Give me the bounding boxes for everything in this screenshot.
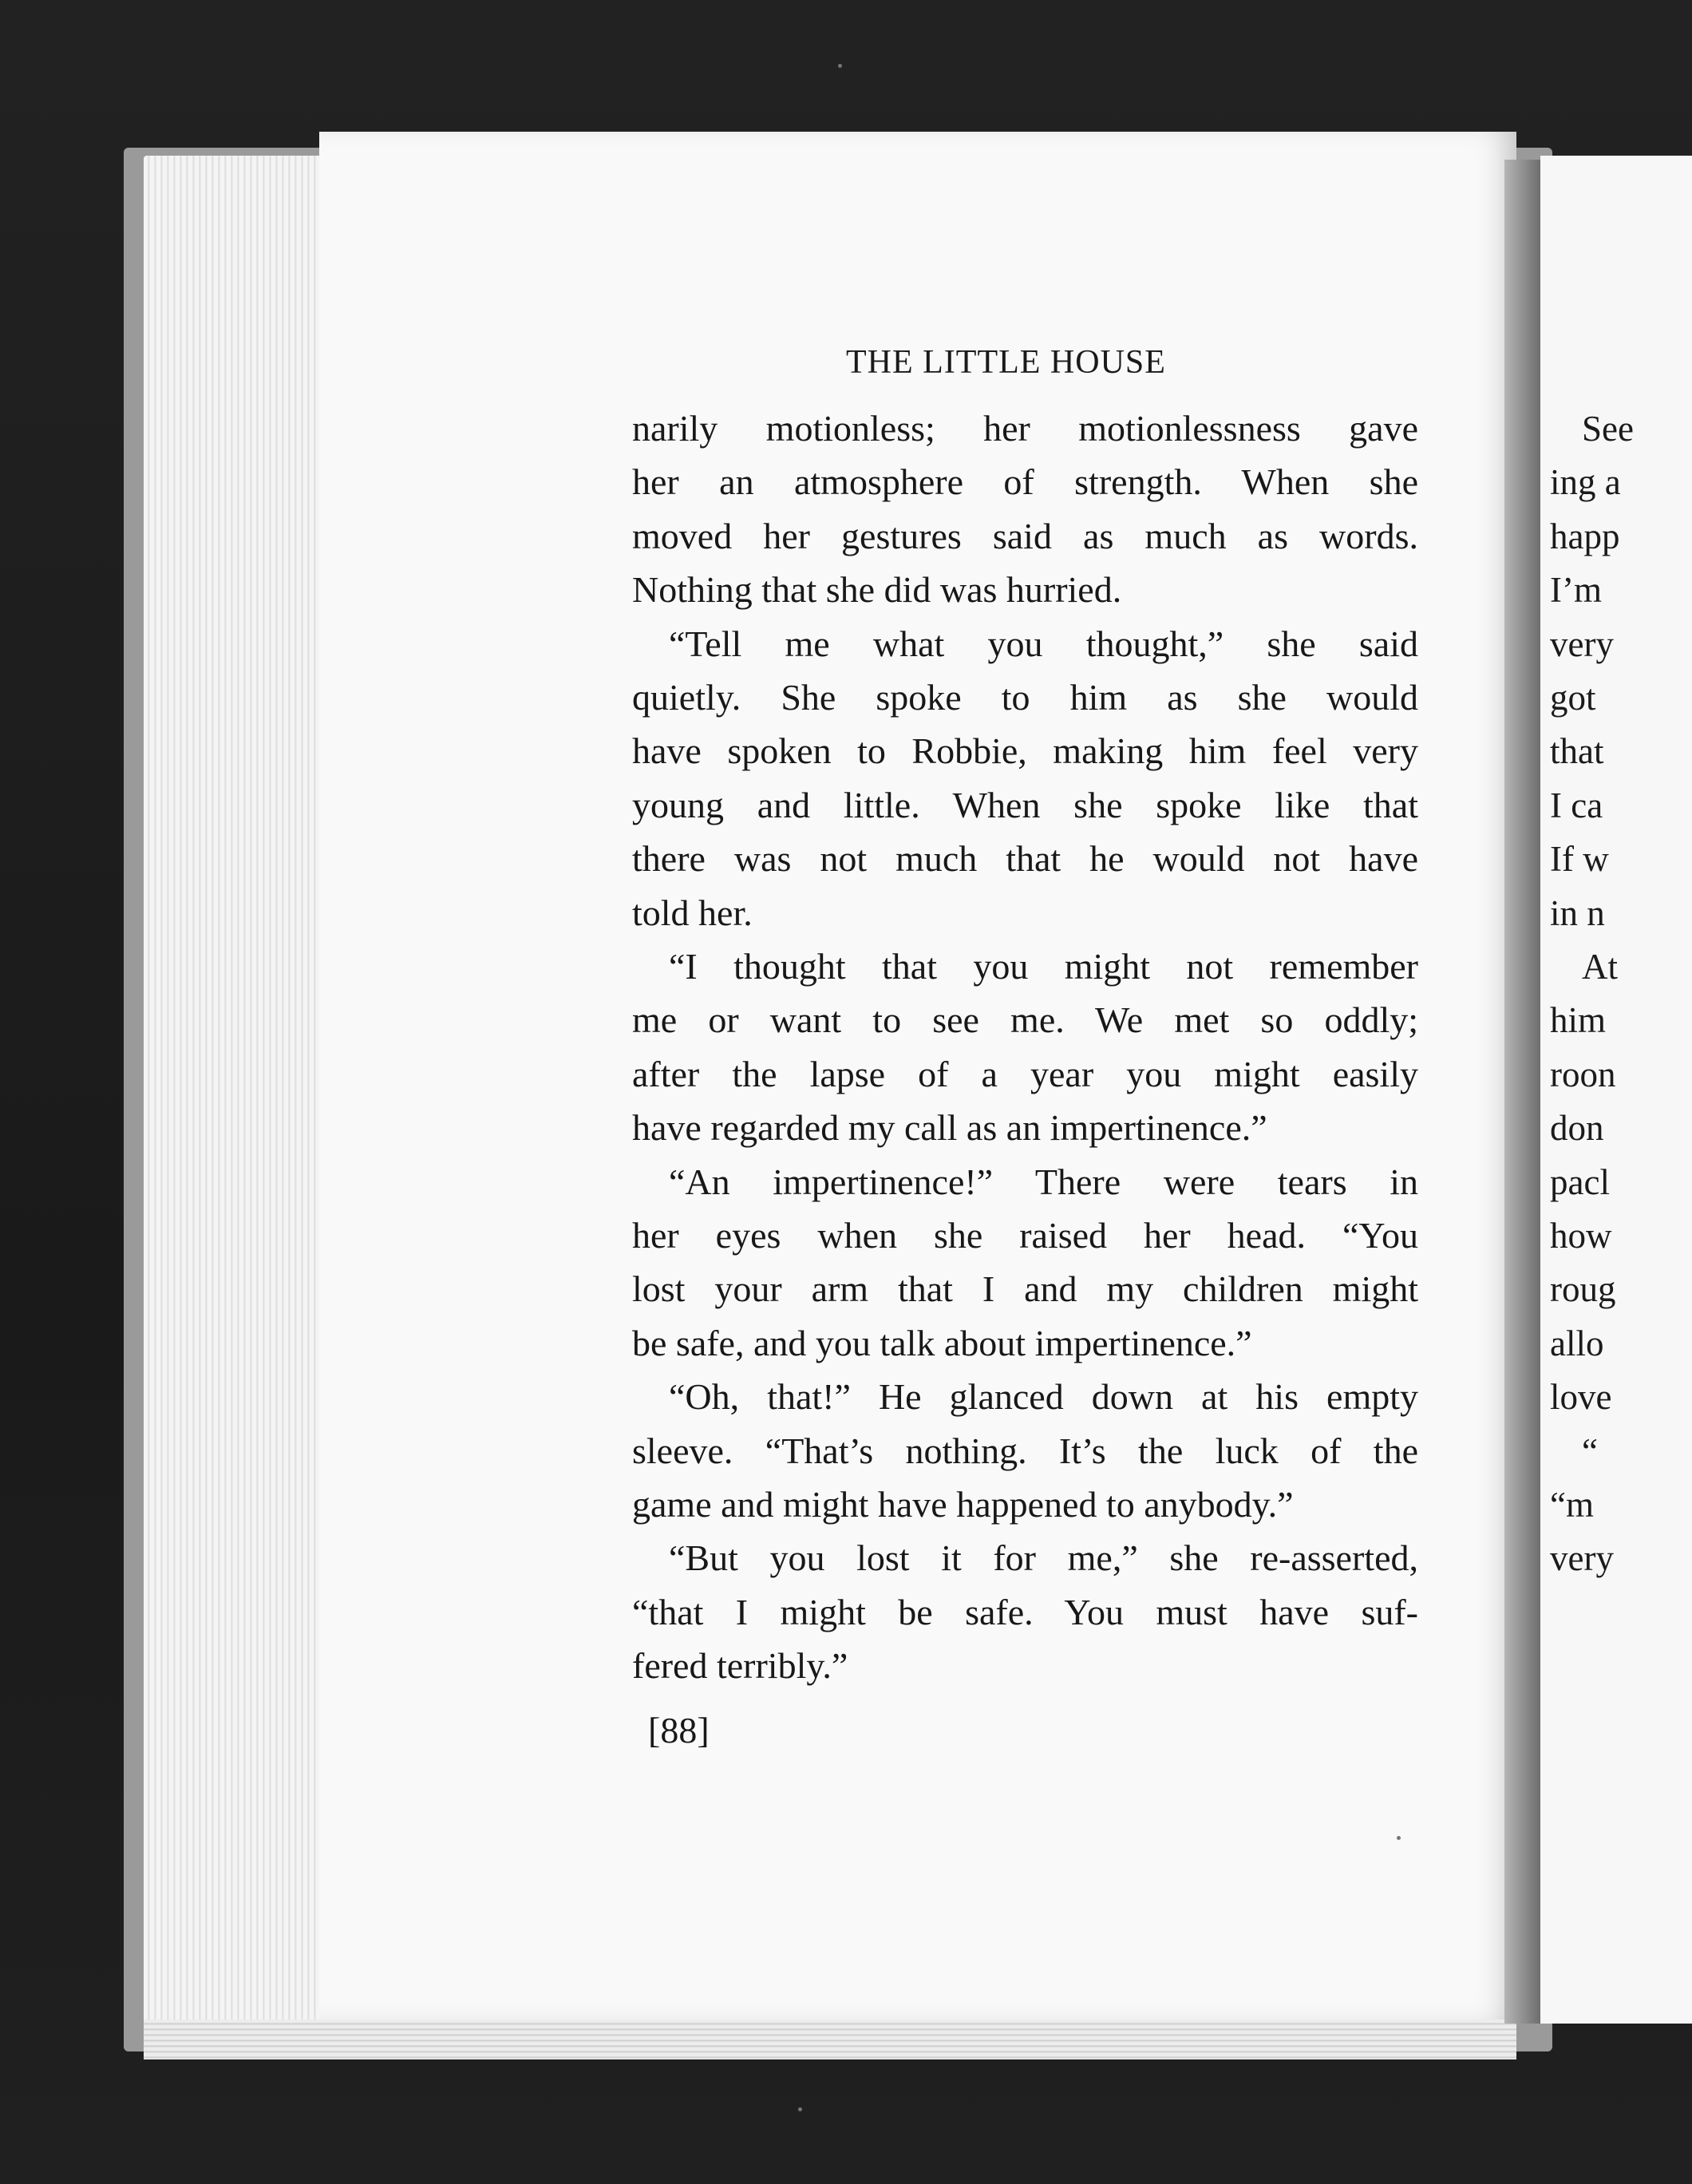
text-line: told her. (632, 892, 753, 933)
right-page-line-fragment: very (1550, 624, 1614, 664)
right-page-line-fragment: See (1582, 409, 1634, 449)
right-page-line-fragment: I ca (1550, 785, 1603, 825)
text-line: her an atmosphere of strength. When she (632, 461, 1418, 502)
right-page-line-fragment: If w (1550, 839, 1609, 879)
text-line: Nothing that she did was hurried. (632, 569, 1122, 610)
right-page-line-fragment: very (1550, 1538, 1614, 1578)
right-page-line-fragment: allo (1550, 1323, 1604, 1363)
text-line: “An impertinence!” There were tears in (669, 1161, 1418, 1202)
right-page-line-fragment: roug (1550, 1269, 1616, 1309)
right-page-line-fragment: “ (1582, 1431, 1598, 1471)
text-line: game and might have happened to anybody.” (632, 1484, 1294, 1525)
text-line: her eyes when she raised her head. “You (632, 1215, 1418, 1256)
right-page-line-fragment: got (1550, 678, 1596, 718)
right-page-line-fragment: that (1550, 731, 1604, 771)
right-page-line-fragment: At (1582, 947, 1618, 987)
book-gutter (1504, 160, 1540, 2024)
dust-speck (1397, 1836, 1401, 1840)
right-page-line-fragment: how (1550, 1216, 1612, 1256)
right-page-line-fragment: love (1550, 1377, 1612, 1417)
right-page-line-fragment: in n (1550, 893, 1605, 933)
text-line: “But you lost it for me,” she re-asserted, (669, 1537, 1418, 1578)
text-line: lost your arm that I and my children might (632, 1268, 1418, 1309)
text-line: sleeve. “That’s nothing. It’s the luck of the (632, 1430, 1418, 1471)
text-line: have spoken to Robbie, making him feel very (632, 730, 1418, 771)
right-page-line-fragment: pacl (1550, 1162, 1610, 1202)
right-page (1540, 156, 1692, 2024)
right-page-line-fragment: “m (1550, 1485, 1594, 1525)
page-number: [88] (648, 1710, 710, 1751)
text-line: me or want to see me. We met so oddly; (632, 999, 1418, 1040)
text-line: narily motionless; her motionlessness gave (632, 408, 1418, 449)
text-line: “that I might be safe. You must have suf- (632, 1592, 1418, 1632)
text-line: “Tell me what you thought,” she said (669, 623, 1418, 664)
text-line: be safe, and you talk about impertinence.” (632, 1323, 1252, 1363)
running-head: THE LITTLE HOUSE (846, 344, 1166, 381)
dust-speck (838, 64, 842, 68)
text-line: have regarded my call as an impertinence.” (632, 1107, 1267, 1148)
page-edges (144, 156, 343, 2036)
text-line: fered terribly.” (632, 1645, 848, 1686)
right-page-line-fragment: I’m (1550, 570, 1602, 610)
right-page-line-fragment: ing a (1550, 462, 1621, 502)
dust-speck (798, 2107, 802, 2111)
text-line: “I thought that you might not remember (669, 946, 1418, 987)
text-line: after the lapse of a year you might easily (632, 1054, 1418, 1094)
right-page-line-fragment: roon (1550, 1054, 1616, 1094)
text-line: young and little. When she spoke like that (632, 785, 1418, 825)
right-page-line-fragment: don (1550, 1108, 1604, 1148)
text-line: quietly. She spoke to him as she would (632, 677, 1418, 718)
page-bottom-edges (144, 2020, 1516, 2059)
right-page-line-fragment: him (1550, 1000, 1607, 1040)
text-line: “Oh, that!” He glanced down at his empty (669, 1376, 1418, 1417)
text-line: moved her gestures said as much as words. (632, 516, 1418, 556)
right-page-line-fragment: happ (1550, 516, 1620, 556)
text-line: there was not much that he would not have (632, 838, 1418, 879)
